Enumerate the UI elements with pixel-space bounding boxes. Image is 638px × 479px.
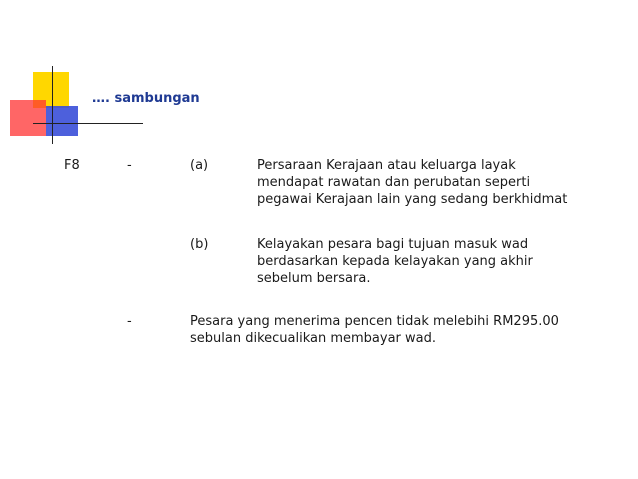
item-dash: -: [127, 158, 132, 173]
item-text: [257, 236, 617, 287]
slide-heading: …. sambungan: [92, 91, 200, 106]
item-text-line: sebelum bersara.: [257, 271, 371, 286]
item-dash: -: [127, 314, 132, 329]
item-text: [190, 313, 610, 347]
item-text-line: mendapat rawatan dan perubatan seperti: [257, 175, 531, 190]
item-text-line: Persaraan Kerajaan atau keluarga layak: [257, 158, 516, 173]
item-text-line: berdasarkan kepada kelayakan yang akhir: [257, 254, 533, 269]
item-letter: (b): [190, 237, 209, 252]
item-code: F8: [64, 158, 80, 173]
item-text-line: pegawai Kerajaan lain yang sedang berkhidmat: [257, 192, 568, 207]
item-text-line: Pesara yang menerima pencen tidak melebihi RM295.00: [190, 314, 559, 329]
item-text-line: sebulan dikecualikan membayar wad.: [190, 331, 437, 346]
item-letter: (a): [190, 158, 209, 173]
item-text: [257, 157, 617, 208]
item-text-line: Kelayakan pesara bagi tujuan masuk wad: [257, 237, 529, 252]
